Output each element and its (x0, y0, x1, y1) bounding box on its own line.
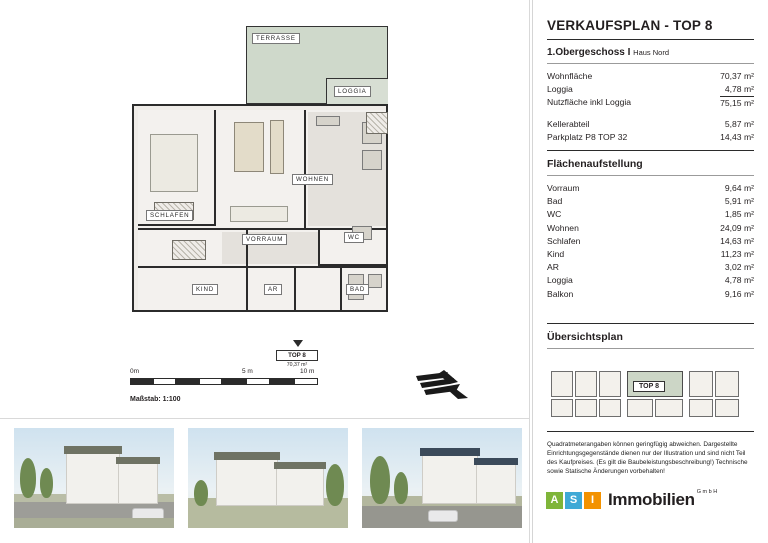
room-label-vorraum: VORRAUM (242, 234, 287, 245)
area-value: 5,87 m² (724, 118, 754, 129)
breakdown-value: 1,85 m² (724, 209, 754, 220)
overview-rule-top (547, 323, 754, 324)
floor-subtitle-main: 1.Obergeschoss I (547, 47, 631, 58)
area-row (547, 118, 754, 131)
area-label: Parkplatz P8 TOP 32 (547, 131, 628, 142)
floor-subtitle (547, 47, 754, 58)
overview-unit (551, 371, 573, 397)
page-title: VERKAUFSPLAN - TOP 8 (547, 18, 713, 33)
room-label-schlafen: SCHLAFEN (146, 210, 193, 221)
furniture-sink (368, 274, 382, 288)
overview-unit (655, 399, 683, 417)
overview-unit (575, 371, 597, 397)
breakdown-row (547, 248, 754, 261)
wall-v5 (294, 266, 296, 310)
room-label-kind: KIND (192, 284, 218, 295)
scale-label-start: 0m (130, 368, 140, 375)
room-label-ar: AR (264, 284, 282, 295)
unit-marker (276, 350, 318, 368)
overview-unit (689, 371, 713, 397)
furniture-bed-2 (234, 122, 264, 172)
breakdown-row (547, 274, 754, 287)
breakdown-title: Flächenaufstellung (547, 158, 643, 171)
breakdown-list (547, 182, 754, 301)
breakdown-label: Kind (547, 249, 565, 260)
wall-v2 (304, 110, 306, 228)
breakdown-label: Balkon (547, 288, 574, 299)
unit-marker-label: TOP 8 (276, 350, 318, 361)
overview-title: Übersichtsplan (547, 330, 623, 343)
overview-unit (599, 399, 621, 417)
north-arrow-icon (414, 368, 472, 402)
breakdown-value: 9,64 m² (724, 183, 754, 194)
render-photo-1 (14, 428, 174, 528)
overview-unit (715, 371, 739, 397)
furniture-stove (362, 150, 382, 170)
furniture-shelf (270, 120, 284, 174)
room-label-wohnen: WOHNEN (292, 174, 333, 185)
breakdown-value: 3,02 m² (724, 262, 754, 273)
unit-marker-area: 70,37 m² (286, 362, 308, 368)
room-label-wc: WC (344, 232, 364, 243)
breakdown-value: 11,23 m² (720, 249, 754, 260)
breakdown-rule-top (547, 150, 754, 151)
overview-unit (599, 371, 621, 397)
floor-subtitle-house: Haus Nord (633, 48, 670, 57)
breakdown-row (547, 288, 754, 301)
breakdown-label: Wohnen (547, 222, 579, 233)
logo-letter-s: S (565, 492, 582, 509)
room-label-loggia: LOGGIA (334, 86, 371, 97)
logo-wordmark: Immobilien (608, 490, 695, 509)
areas-extra-list (547, 118, 754, 144)
area-value: 4,78 m² (724, 84, 754, 95)
title-rule (547, 39, 754, 40)
apartment-outline (132, 104, 388, 312)
breakdown-label: Schlafen (547, 235, 581, 246)
scale-label-end: 10 m (300, 368, 315, 375)
breakdown-value: 14,63 m² (720, 235, 754, 246)
overview-unit (689, 399, 713, 417)
render-photo-3 (362, 428, 522, 528)
disclaimer-rule (547, 431, 754, 432)
area-label: Wohnfläche (547, 71, 593, 81)
furniture-kitchen-unit (316, 116, 340, 126)
area-row (547, 70, 754, 83)
disclaimer-text: Quadratmeterangaben können geringfügig abweichen. Dargestellte Einrichtungsgegenstände dienen nur der Illustration und sind nicht Teil des Kaufpreises. (Es gilt die Baubeleistungsbeschreibung!) Technische sowie Statische Änderungen vorbehalten! (547, 440, 748, 476)
info-panel (532, 0, 768, 543)
logo-letter-a: A (546, 492, 563, 509)
breakdown-value: 9,16 m² (724, 288, 754, 299)
area-row-total (547, 96, 754, 110)
render-photo-2 (188, 428, 348, 528)
breakdown-rule (547, 175, 754, 176)
overview-plan (547, 355, 754, 421)
area-value: 70,37 m² (720, 71, 754, 81)
area-row (547, 83, 754, 96)
furniture-wardrobe-kind (172, 240, 206, 260)
breakdown-label: WC (547, 209, 562, 220)
overview-rule (547, 348, 754, 349)
balcony-hatch (366, 112, 388, 134)
breakdown-row (547, 208, 754, 221)
logo-letters (546, 492, 603, 509)
breakdown-row (547, 261, 754, 274)
breakdown-label: Bad (547, 196, 563, 207)
furniture-sofa (230, 206, 288, 222)
logo-letter-i: I (584, 492, 601, 509)
area-label: Nutzfläche inkl Loggia (547, 97, 632, 108)
breakdown-row (547, 222, 754, 235)
overview-unit (551, 399, 573, 417)
breakdown-value: 24,09 m² (720, 222, 754, 233)
plan-photo-divider (0, 418, 529, 419)
company-logo (546, 487, 754, 513)
scale-label-mid: 5 m (242, 368, 253, 375)
wall-v1 (214, 110, 216, 226)
area-row (547, 131, 754, 144)
room-label-bad: BAD (346, 284, 369, 295)
wall-v6 (340, 266, 342, 310)
overview-unit (715, 399, 739, 417)
breakdown-row (547, 235, 754, 248)
logo-suffix: G m b H (696, 489, 718, 495)
room-label-terrasse: TERRASSE (252, 33, 300, 44)
breakdown-row (547, 182, 754, 195)
scale-bar (130, 378, 320, 386)
breakdown-label: AR (547, 262, 559, 273)
area-label: Loggia (547, 84, 573, 95)
area-value: 75,15 m² (720, 96, 754, 110)
breakdown-value: 5,91 m² (724, 196, 754, 207)
wall-v3 (318, 230, 320, 266)
scale-caption: Maßstab: 1:100 (130, 396, 181, 403)
breakdown-row (547, 195, 754, 208)
wall-h4 (138, 266, 386, 268)
subtitle-rule (547, 63, 754, 64)
wall-h1 (138, 224, 216, 226)
area-value: 14,43 m² (720, 131, 754, 142)
panel-divider (529, 0, 530, 543)
areas-main-list (547, 70, 754, 111)
breakdown-label: Vorraum (547, 183, 580, 194)
overview-unit (575, 399, 597, 417)
overview-highlight-label: TOP 8 (633, 381, 665, 392)
overview-unit (627, 399, 653, 417)
breakdown-label: Loggia (547, 275, 573, 286)
photo-strip (0, 420, 528, 543)
area-label: Kellerabteil (547, 118, 590, 129)
wall-h2 (138, 228, 386, 230)
furniture-bed-schlafen (150, 134, 198, 192)
breakdown-value: 4,78 m² (724, 275, 754, 286)
unit-pointer-icon (293, 340, 303, 347)
